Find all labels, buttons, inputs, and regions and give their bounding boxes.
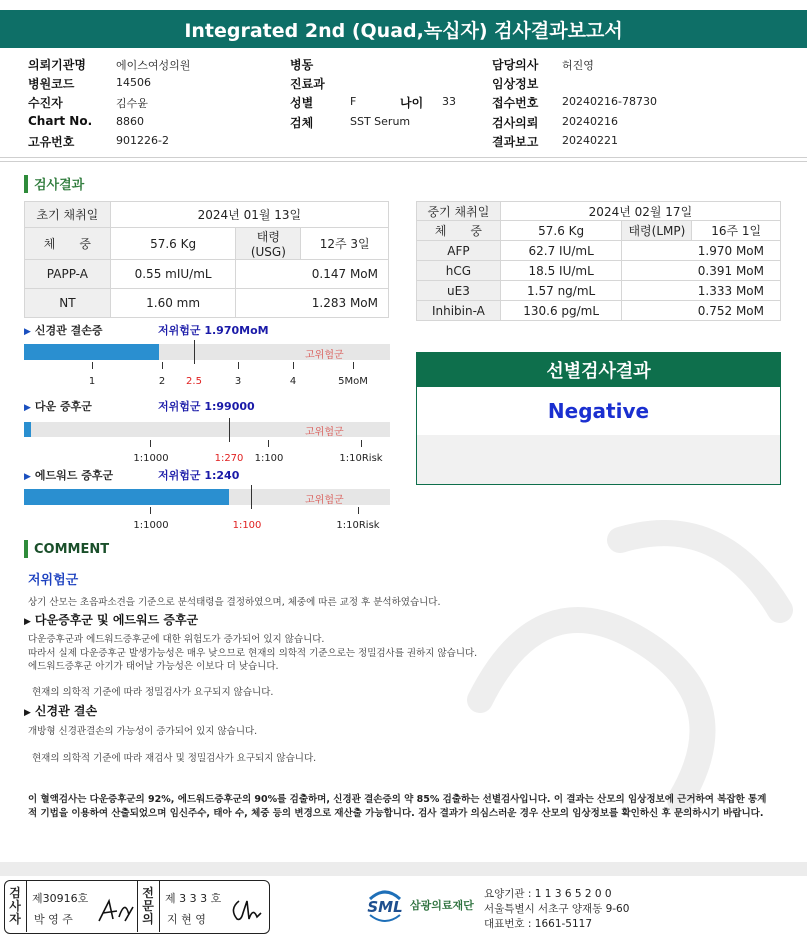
ue3-mom: 1.333 MoM: [622, 281, 781, 301]
comment-sub2: ▶ 신경관 결손: [24, 704, 98, 718]
second-date-label: 중기 채취일: [417, 202, 501, 221]
second-trimester-table: [416, 201, 781, 321]
papp-a-value: 0.55 mIU/mL: [110, 260, 236, 289]
tick-label-cutoff: 1:100: [232, 520, 262, 531]
second-weight-label: 체 중: [417, 221, 501, 241]
first-date-label: 초기 채취일: [25, 202, 111, 228]
box1-number: 제30916호: [32, 892, 89, 905]
label-specimen: 검체: [290, 116, 314, 130]
nt-value: 1.60 mm: [110, 289, 236, 318]
value-report-date: 20240221: [562, 134, 618, 147]
tick-label: 1:1000: [133, 453, 169, 464]
box1-signature: [95, 895, 135, 927]
comment-line: 다운증후군과 에드워드증후군에 대한 위험도가 증가되어 있지 않습니다.: [28, 634, 325, 645]
ntd-axis: [0, 362, 420, 392]
down-risk-result: 저위험군 1:99000: [158, 400, 255, 413]
results-title-text: 검사결과: [34, 178, 85, 193]
nt-label: NT: [25, 289, 111, 318]
comment-title-text: COMMENT: [34, 541, 110, 557]
divider: [159, 881, 160, 932]
down-high-risk-label: 고위험군: [305, 427, 344, 438]
tick-mark: [353, 362, 354, 369]
value-patient: 김수윤: [116, 97, 148, 110]
edwards-axis: [0, 507, 420, 535]
value-doctor: 허진영: [562, 59, 594, 72]
screening-title: 선별검사결과: [417, 353, 780, 387]
tick-mark: [162, 362, 163, 369]
value-receipt-no: 20240216-78730: [562, 95, 657, 108]
sml-logo: [364, 887, 474, 923]
first-trimester-table: [24, 201, 389, 318]
comment-note: 현재의 의학적 기준에 따라 정밀검사가 요구되지 않습니다.: [32, 687, 274, 698]
tick-label-cutoff: 2.5: [186, 376, 202, 387]
tick-mark: [238, 362, 239, 369]
tick-label: 1:10Risk: [336, 520, 380, 531]
papp-a-mom: 0.147 MoM: [236, 260, 389, 289]
sml-logo-mark: [364, 887, 406, 923]
hcg-value: 18.5 IU/mL: [500, 261, 622, 281]
tick-label: 4: [289, 376, 297, 387]
label-receipt-no: 접수번호: [492, 96, 539, 110]
footer-band: [0, 862, 807, 876]
second-weight-value: 57.6 Kg: [500, 221, 622, 241]
box1-label-text: 검사자: [9, 886, 21, 926]
tick-label: 1: [88, 376, 96, 387]
first-ga-label: 태령(USG): [236, 228, 301, 260]
report-title: Integrated 2nd (Quad,녹십자) 검사결과보고서: [0, 10, 807, 48]
down-cutoff-line: [229, 418, 230, 442]
label-unique-no: 고유번호: [28, 135, 75, 149]
first-weight-value: 57.6 Kg: [110, 228, 236, 260]
table-row: [417, 281, 781, 301]
inhibin-a-mom: 0.752 MoM: [622, 301, 781, 321]
edwards-risk-result: 저위험군 1:240: [158, 469, 240, 482]
screening-blank-area: [417, 435, 780, 484]
results-section-title: [24, 174, 84, 193]
second-date-value: 2024년 02월 17일: [500, 202, 780, 221]
value-unique-no: 901226-2: [116, 134, 169, 147]
org-info: [484, 887, 629, 932]
divider: [0, 161, 807, 162]
label-sex: 성별: [290, 96, 314, 110]
second-ga-value: 16주 1일: [692, 221, 781, 241]
comment-line: 따라서 실제 다운증후군 발생가능성은 매우 낮으므로 현재의 의학적 기준으로는 정밀검사를 권하지 않습니다.: [28, 648, 478, 659]
tick-label: 3: [234, 376, 242, 387]
table-row: [25, 289, 389, 318]
comment-line: 개방형 신경관결손의 가능성이 증가되어 있지 않습니다.: [28, 726, 258, 737]
org-name: 삼광의료재단: [410, 899, 474, 912]
box2-name: 지 현 영: [167, 913, 206, 926]
comment-sub2-text: 신경관 결손: [34, 704, 98, 718]
comment-section-title: [24, 540, 109, 558]
down-axis: [0, 440, 420, 468]
ue3-value: 1.57 ng/mL: [500, 281, 622, 301]
screening-result-box: [416, 352, 781, 485]
first-weight-label: 체 중: [25, 228, 111, 260]
label-clinical-info: 임상정보: [492, 77, 539, 91]
org-code: 요양기관 : 1 1 3 6 5 2 0 0: [484, 888, 612, 900]
value-sex: F: [350, 95, 357, 108]
label-hospital-code: 병원코드: [28, 77, 75, 91]
label-age: 나이: [400, 96, 424, 110]
label-patient: 수진자: [28, 96, 63, 110]
edwards-risk-fill: [24, 489, 229, 505]
org-address: 서울특별시 서초구 양재동 9-60: [484, 903, 630, 915]
tick-mark: [150, 440, 151, 447]
box2-signature: [227, 895, 265, 925]
divider: [137, 881, 138, 932]
afp-mom: 1.970 MoM: [622, 241, 781, 261]
tick-mark: [92, 362, 93, 369]
screening-result: Negative: [547, 399, 650, 423]
table-row: [25, 260, 389, 289]
disclaimer-line-2: 적 기법을 이용하여 산출되었으며 임신주수, 태아 수, 체중 등의 변경으로 재산출 가능합니다. 검사 결과가 의심스러운 경우 산모의 임상정보를 확인하신 후 문의하시기 바랍니다.: [28, 808, 764, 819]
label-report-date: 결과보고: [492, 135, 539, 149]
box1-label: [8, 887, 22, 926]
org-phone: 대표번호 : 1661-5117: [484, 918, 593, 930]
first-ga-value: 12주 3일: [301, 228, 389, 260]
ue3-label: uE3: [417, 281, 501, 301]
second-ga-label: 태령(LMP): [622, 221, 692, 241]
ntd-risk-fill: [24, 344, 159, 360]
divider: [0, 157, 807, 158]
watermark-curve: [620, 533, 780, 610]
comment-intro: 상기 산모는 초음파소견을 기준으로 분석태령을 결정하였으며, 체중에 따른 교정 후 분석하였습니다.: [28, 597, 441, 608]
label-ward: 병동: [290, 58, 314, 72]
afp-value: 62.7 IU/mL: [500, 241, 622, 261]
down-risk-fill: [24, 422, 31, 437]
tick-label: 5MoM: [338, 376, 368, 387]
down-risk-label: ▶ 다운 증후군: [24, 400, 92, 413]
ntd-cutoff-line: [194, 340, 195, 364]
edwards-high-risk-label: 고위험군: [305, 495, 344, 506]
ntd-risk-result: 저위험군 1.970MoM: [158, 324, 269, 337]
label-doctor: 담당의사: [492, 58, 539, 72]
hcg-label: hCG: [417, 261, 501, 281]
box2-label-text: 전문의: [142, 886, 154, 926]
table-row: [417, 221, 781, 241]
table-row: [417, 241, 781, 261]
tick-label: 1:1000: [133, 520, 169, 531]
box2-number: 제 3 3 3 호: [165, 892, 222, 905]
first-date-value: 2024년 01월 13일: [110, 202, 388, 228]
value-hospital-code: 14506: [116, 76, 151, 89]
ntd-risk-label: ▶ 신경관 결손증: [24, 324, 103, 337]
edwards-cutoff-line: [251, 485, 252, 509]
disclaimer: [28, 793, 798, 821]
value-request-date: 20240216: [562, 115, 618, 128]
hcg-mom: 0.391 MoM: [622, 261, 781, 281]
down-label-text: 다운 증후군: [34, 400, 92, 413]
comment-sub1-text: 다운증후군 및 에드워드 증후군: [34, 613, 199, 627]
ntd-label-text: 신경관 결손증: [34, 324, 103, 337]
edwards-risk-label: ▶ 에드워드 증후군: [24, 469, 114, 482]
nt-mom: 1.283 MoM: [236, 289, 389, 318]
watermark-curve: [480, 620, 703, 800]
afp-label: AFP: [417, 241, 501, 261]
box2-label: [141, 887, 155, 926]
inhibin-a-label: Inhibin-A: [417, 301, 501, 321]
tick-mark: [358, 507, 359, 514]
section-marker: [24, 175, 28, 193]
table-row: [25, 202, 389, 228]
table-row: [417, 301, 781, 321]
inhibin-a-value: 130.6 pg/mL: [500, 301, 622, 321]
value-specimen: SST Serum: [350, 115, 411, 128]
sml-logo-text: SML: [367, 898, 403, 916]
disclaimer-line-1: 이 혈액검사는 다운증후군의 92%, 에드워드증후군의 90%를 검출하며, 신경관 결손증의 약 85% 검출하는 선별검사입니다. 이 결과는 산모의 임상정보에 근거하여 복잡한 통계: [28, 794, 767, 805]
comment-line: 에드워드증후군 아기가 태어날 가능성은 이보다 더 낮습니다.: [28, 661, 279, 672]
box1-name: 박 영 주: [34, 913, 73, 926]
tick-label: 2: [158, 376, 166, 387]
table-row: [25, 228, 389, 260]
table-row: [417, 261, 781, 281]
tick-label-cutoff: 1:270: [214, 453, 244, 464]
comment-sub1: ▶ 다운증후군 및 에드워드 증후군: [24, 613, 199, 627]
label-chart-no: Chart No.: [28, 114, 93, 128]
patient-info: [28, 56, 788, 156]
edwards-label-text: 에드워드 증후군: [34, 469, 114, 482]
tick-mark: [150, 507, 151, 514]
comment-note: 현재의 의학적 기준에 따라 재검사 및 정밀검사가 요구되지 않습니다.: [32, 753, 317, 764]
papp-a-label: PAPP-A: [25, 260, 111, 289]
table-row: [417, 202, 781, 221]
value-institution: 에이스여성의원: [116, 59, 191, 72]
comment-group: 저위험군: [28, 573, 79, 588]
tick-mark: [293, 362, 294, 369]
tick-mark: [268, 440, 269, 447]
tick-mark: [361, 440, 362, 447]
value-age: 33: [442, 95, 456, 108]
divider: [26, 881, 27, 932]
label-department: 진료과: [290, 77, 325, 91]
section-marker: [24, 540, 28, 558]
signature-box: [4, 880, 270, 934]
ntd-high-risk-label: 고위험군: [305, 350, 344, 361]
value-chart-no: 8860: [116, 115, 144, 128]
tick-label: 1:100: [254, 453, 284, 464]
label-request-date: 검사의뢰: [492, 116, 539, 130]
tick-label: 1:10Risk: [339, 453, 383, 464]
label-institution: 의뢰기관명: [28, 58, 86, 72]
